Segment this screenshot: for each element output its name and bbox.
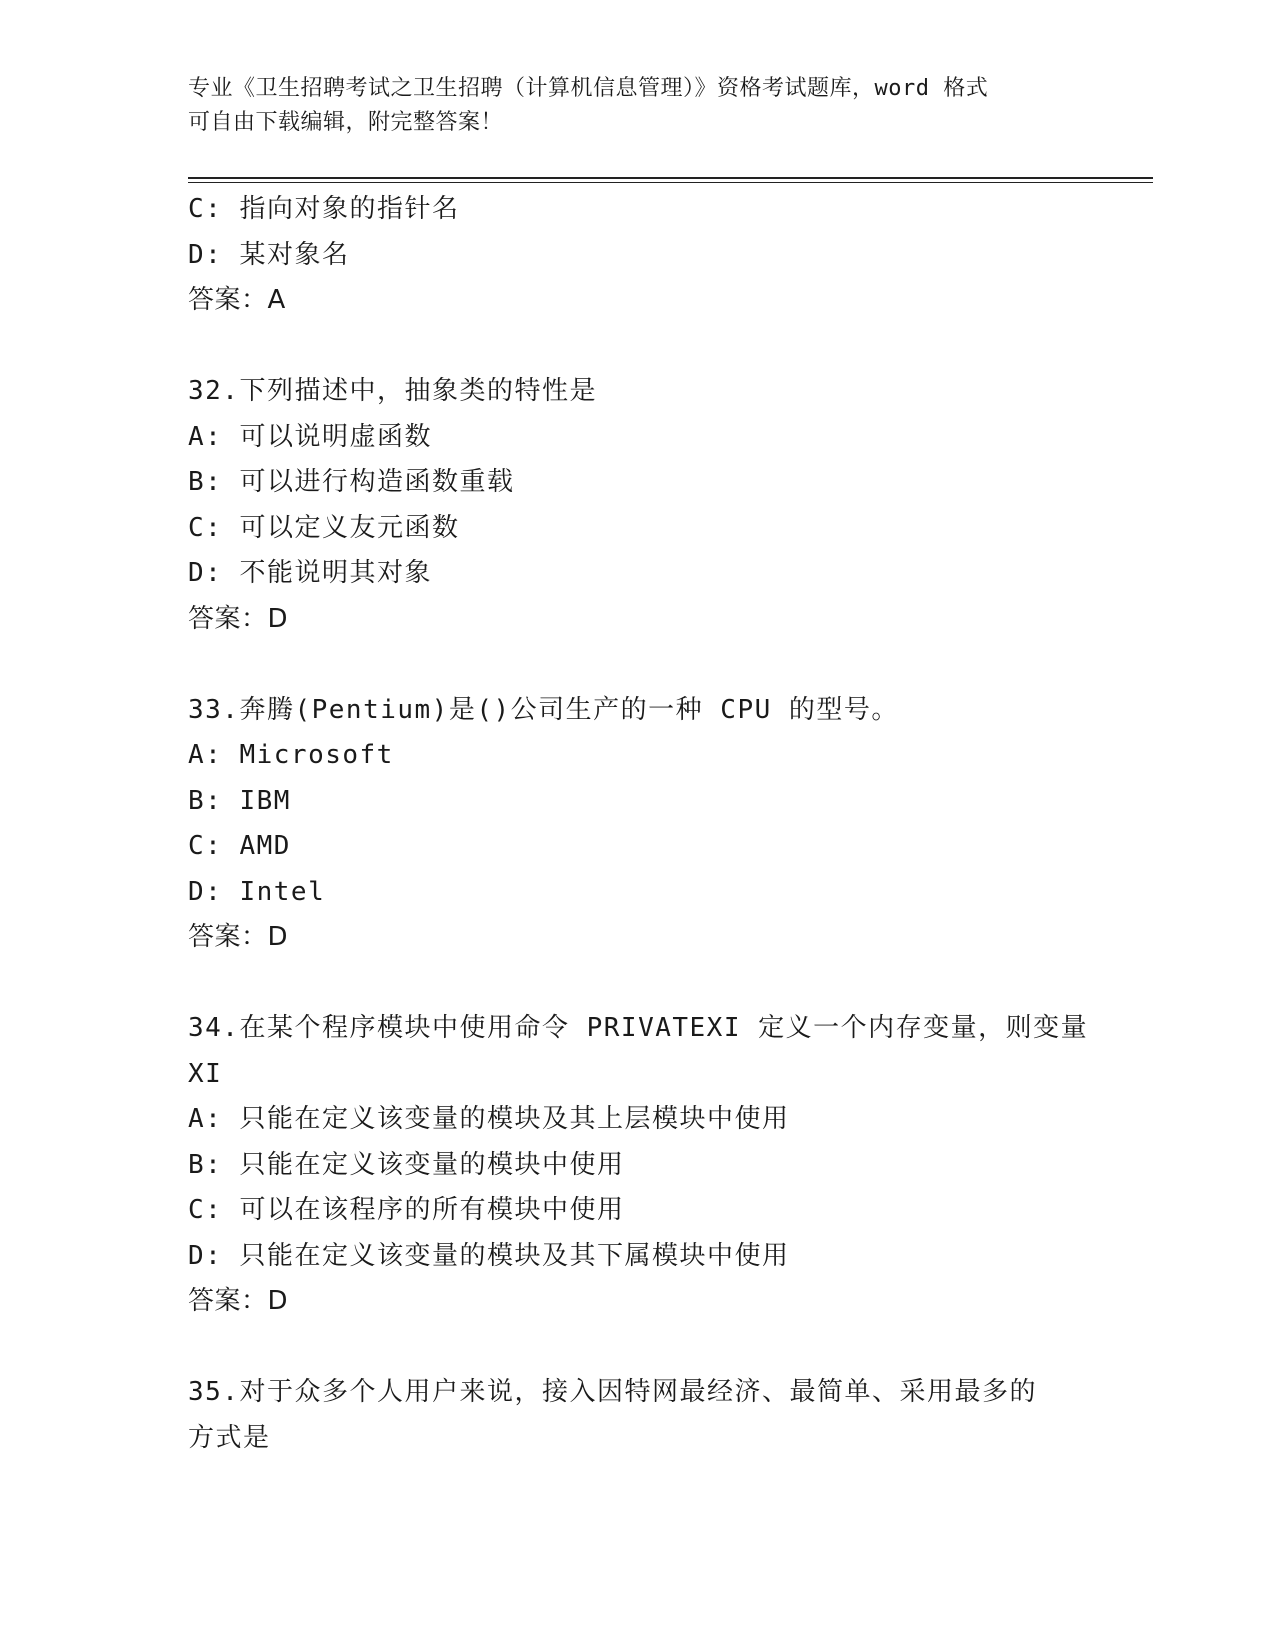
question-title: 33.奔腾(Pentium)是()公司生产的一种 CPU 的型号。 — [188, 694, 899, 725]
answer: 答案：D — [188, 1286, 289, 1316]
option-b: B: 可以进行构造函数重载 — [188, 467, 515, 497]
header-title-line-2: 可自由下载编辑，附完整答案！ — [188, 110, 504, 135]
question-title-line-2: XI — [188, 1058, 223, 1089]
option-b: B: IBM — [188, 785, 291, 816]
question-title: 32.下列描述中，抽象类的特性是 — [188, 376, 597, 406]
option-c: C: 指向对象的指针名 — [188, 194, 460, 224]
option-a: A: Microsoft — [188, 740, 394, 770]
spacer — [188, 324, 1088, 370]
option-d: D: 不能说明其对象 — [188, 558, 432, 588]
question-title-line-1: 34.在某个程序模块中使用命令 PRIVATEXI 定义一个内存变量，则变量 — [188, 1013, 1089, 1043]
question-block-prev — [188, 187, 1088, 324]
header-divider-thin — [188, 182, 1153, 183]
option-d: D: 某对象名 — [188, 239, 350, 270]
answer: 答案：D — [188, 922, 289, 952]
option-d: D: Intel — [188, 876, 326, 907]
option-a: A: 可以说明虚函数 — [188, 421, 432, 452]
question-block-35 — [188, 1370, 1088, 1461]
spacer — [188, 642, 1088, 688]
option-c: C: 可以在该程序的所有模块中使用 — [188, 1195, 625, 1225]
spacer — [188, 961, 1088, 1007]
spacer — [188, 1325, 1088, 1371]
option-c: C: AMD — [188, 831, 291, 861]
option-c: C: 可以定义友元函数 — [188, 512, 460, 543]
answer: 答案：A — [188, 285, 286, 315]
question-title-line-1: 35.对于众多个人用户来说，接入因特网最经济、最简单、采用最多的 — [188, 1377, 1037, 1407]
question-list — [188, 187, 1088, 1461]
page-header — [188, 72, 1068, 140]
question-block-33 — [188, 688, 1088, 961]
question-title-line-2: 方式是 — [188, 1422, 271, 1453]
answer: 答案：D — [188, 603, 289, 634]
question-block-32 — [188, 369, 1088, 642]
question-block-34 — [188, 1006, 1088, 1325]
header-title-line-1: 专业《卫生招聘考试之卫生招聘（计算机信息管理）》资格考试题库，word 格式 — [188, 76, 989, 101]
header-divider — [188, 177, 1153, 179]
option-a: A: 只能在定义该变量的模块及其上层模块中使用 — [188, 1104, 790, 1134]
option-b: B: 只能在定义该变量的模块中使用 — [188, 1149, 625, 1180]
option-d: D: 只能在定义该变量的模块及其下属模块中使用 — [188, 1240, 790, 1271]
